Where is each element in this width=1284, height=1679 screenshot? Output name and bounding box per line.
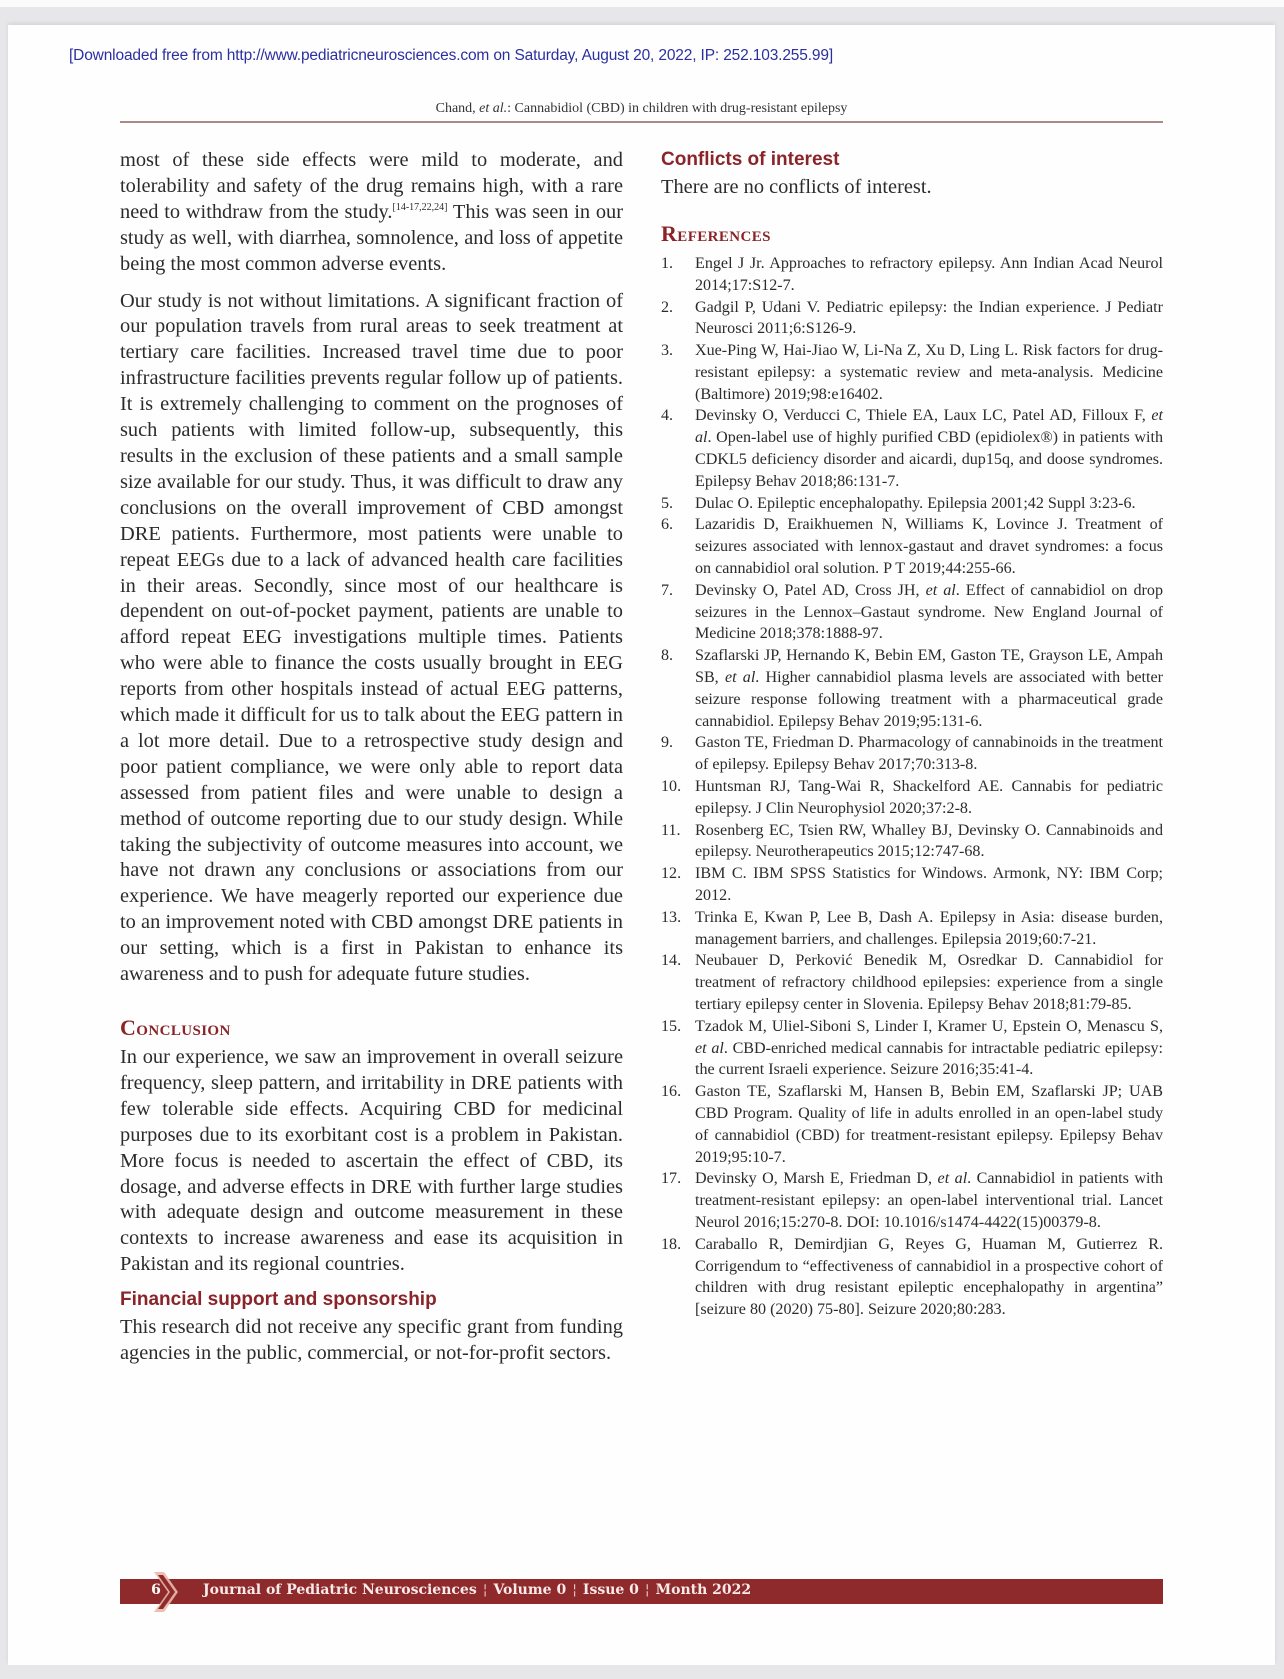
- reference-number: 7.: [661, 581, 674, 599]
- reference-item: [661, 1016, 1163, 1081]
- reference-item: [661, 645, 1163, 732]
- reference-item: [661, 1081, 1163, 1168]
- journal-footer: [203, 1582, 751, 1598]
- reference-number: 14.: [661, 952, 682, 970]
- reference-text: [695, 645, 1163, 732]
- conclusion-heading: Conclusion: [120, 1015, 231, 1040]
- reference-number: 17.: [661, 1170, 682, 1188]
- reference-etal: et al: [695, 1039, 724, 1057]
- reference-item: [661, 776, 1163, 820]
- reference-text-main: Rosenberg EC, Tsien RW, Whalley BJ, Devinsky O. Cannabinoids and epilepsy. Neurotherapeutics 2015;12:747-68.: [695, 821, 1163, 861]
- running-head-author: Chand,: [435, 101, 480, 116]
- left-column: [120, 148, 623, 1367]
- reference-text-main: Devinsky O, Patel AD, Cross JH,: [695, 581, 926, 599]
- reference-text: [695, 1168, 1163, 1233]
- footer-separator: ¦: [644, 1582, 650, 1598]
- reference-number: 12.: [661, 865, 682, 883]
- reference-item: [661, 253, 1163, 297]
- reference-number: 15.: [661, 1017, 682, 1035]
- reference-text-main: Huntsman RJ, Tang-Wai R, Shackelford AE. Cannabis for pediatric epilepsy. J Clin Neurophysiol 2020;37:2-8.: [695, 778, 1163, 817]
- conclusion-paragraph: In our experience, we saw an improvement in overall seizure frequency, sleep pattern, and irritability in DRE patients with few tolerable side effects. Acquiring CBD for medicinal purposes due to its exorbitant cost is a problem in Pakistan. More focus is needed to ascertain the effect of CBD, its dosage, and adverse effects in DRE with further large studies with adequate design and outcome measurement in these contexts to increase awareness and ease its acquisition in Pakistan and its regional countries.: [120, 1046, 623, 1276]
- journal-date: Month 2022: [655, 1582, 752, 1598]
- reference-item: [661, 1168, 1163, 1233]
- reference-text-main: Szaflarski JP, Hernando K, Bebin EM, Gaston TE, Grayson LE, Ampah SB,: [695, 647, 1163, 687]
- page-number: 6: [151, 1582, 161, 1598]
- reference-text: [695, 297, 1163, 341]
- right-column: [661, 148, 1163, 1321]
- reference-text: [695, 907, 1163, 951]
- reference-number: 8.: [661, 647, 674, 665]
- reference-text-main: Lazaridis D, Eraikhuemen N, Williams K, Lovince J. Treatment of seizures associated with lennox-gastaut and dravet syndromes: a focus on cannabidiol oral solution. P T 2019;44:255-66.: [695, 516, 1163, 578]
- reference-item: [661, 405, 1163, 492]
- reference-item: [661, 297, 1163, 341]
- reference-text: [695, 776, 1163, 820]
- journal-issue: Issue 0: [582, 1582, 639, 1598]
- reference-number: 3.: [661, 342, 674, 360]
- reference-text: [695, 732, 1163, 776]
- reference-text-rest: . Cannabidiol in patients with treatment-resistant epilepsy: an open-label interventional trial. Lancet Neurol 2016;15:270-8. DOI: 10.1016/s1474-4422(15)00379-8.: [695, 1170, 1163, 1231]
- reference-text: [695, 863, 1163, 907]
- reference-text-main: Tzadok M, Uliel-Siboni S, Linder I, Kramer U, Epstein O, Menascu S,: [695, 1017, 1163, 1035]
- reference-etal: et al: [724, 669, 756, 687]
- financial-support-paragraph: This research did not receive any specific grant from funding agencies in the public, commercial, or not-for-profit sectors.: [120, 1316, 623, 1365]
- discussion-paragraph: [120, 148, 623, 278]
- reference-text-main: Dulac O. Epileptic encephalopathy. Epilepsia 2001;42 Suppl 3:23-6.: [695, 494, 1136, 512]
- reference-number: 9.: [661, 734, 674, 752]
- reference-number: 6.: [661, 516, 674, 534]
- running-head-etal: et al.: [479, 101, 508, 116]
- reference-text: [695, 514, 1163, 579]
- reference-text-rest: . CBD-enriched medical cannabis for intractable pediatric epilepsy: the current Israeli experience. Seizure 2016;35:41-4.: [695, 1039, 1164, 1079]
- reference-number: 4.: [661, 407, 674, 425]
- reference-number: 5.: [661, 494, 674, 512]
- footer-separator: ¦: [572, 1582, 577, 1598]
- footer-separator: ¦: [482, 1582, 488, 1598]
- citation-superscript: [14-17,22,24]: [392, 201, 448, 213]
- journal-name: Journal of Pediatric Neurosciences: [203, 1582, 477, 1598]
- reference-etal: et al: [695, 407, 1163, 447]
- reference-item: [661, 1234, 1163, 1321]
- reference-text: [695, 820, 1163, 864]
- reference-item: [661, 514, 1163, 579]
- top-strip: [0, 0, 1284, 7]
- journal-volume: Volume 0: [493, 1582, 567, 1598]
- reference-etal: et al: [925, 581, 956, 599]
- reference-text-main: IBM C. IBM SPSS Statistics for Windows. Armonk, NY: IBM Corp; 2012.: [695, 865, 1163, 905]
- reference-text: [695, 1016, 1163, 1081]
- reference-item: [661, 340, 1163, 405]
- reference-item: [661, 820, 1163, 864]
- reference-item: [661, 950, 1163, 1015]
- paragraph-text: This was seen in our study as well, with diarrhea, somnolence, and loss of appetite being the most common adverse events.: [120, 200, 623, 275]
- reference-number: 1.: [661, 254, 674, 272]
- reference-etal: et al: [937, 1170, 968, 1188]
- reference-text: [695, 1081, 1163, 1168]
- reference-text-main: Devinsky O, Verducci C, Thiele EA, Laux LC, Patel AD, Filloux F,: [695, 407, 1152, 425]
- reference-item: [661, 907, 1163, 951]
- conflicts-heading: Conflicts of interest: [661, 149, 840, 170]
- reference-text-main: Gaston TE, Szaflarski M, Hansen B, Bebin EM, Szaflarski JP; UAB CBD Program. Quality of life in adults enrolled in an open-label study of cannabidiol (CBD) for treatment-resistant epilepsy. Epilepsy Behav 2019;95:10-7.: [695, 1083, 1163, 1166]
- paragraph-text: most of these side effects were mild to moderate, and tolerability and safety of the drug remains high, with a rare need to withdraw from the study.: [120, 149, 623, 223]
- reference-text: [695, 493, 1163, 515]
- reference-text-main: Gaston TE, Friedman D. Pharmacology of cannabinoids in the treatment of epilepsy. Epilepsy Behav 2017;70:313-8.: [695, 734, 1163, 774]
- reference-number: 18.: [661, 1235, 682, 1253]
- reference-text: [695, 253, 1163, 297]
- reference-number: 2.: [661, 298, 674, 316]
- reference-item: [661, 732, 1163, 776]
- reference-text: [695, 1234, 1163, 1321]
- reference-number: 11.: [661, 821, 681, 839]
- running-head: [120, 101, 1163, 117]
- reference-text: [695, 950, 1163, 1015]
- running-head-title: : Cannabidiol (CBD) in children with drug-resistant epilepsy: [507, 101, 848, 116]
- reference-text-rest: . Effect of cannabidiol on drop seizures in the Lennox–Gastaut syndrome. New England Journal of Medicine 2018;378:1888-97.: [695, 581, 1163, 643]
- reference-text-rest: . Higher cannabidiol plasma levels are associated with better seizure response following treatment with a pharmaceutical grade cannabidiol. Epilepsy Behav 2019;95:131-6.: [695, 669, 1164, 730]
- references-heading: References: [661, 220, 771, 246]
- reference-text: [695, 340, 1163, 405]
- reference-text-main: Devinsky O, Marsh E, Friedman D,: [695, 1170, 938, 1188]
- reference-text-main: Caraballo R, Demirdjian G, Reyes G, Huaman M, Gutierrez R. Corrigendum to “effectiveness of cannabidiol in a prospective cohort of children with drug resistant epileptic encephalopathy in argentina” [seizure 80 (2020) 75-80]. Seizure 2020;80:283.: [695, 1235, 1163, 1319]
- reference-text-main: Neubauer D, Perković Benedik M, Osredkar D. Cannabidiol for treatment of refractory childhood epilepsies: experience from a single tertiary epilepsy center in Slovenia. Epilepsy Behav 2018;81:79-85.: [695, 952, 1163, 1013]
- conflicts-paragraph: There are no conflicts of interest.: [661, 176, 932, 198]
- reference-number: 13.: [661, 908, 682, 926]
- reference-number: 16.: [661, 1083, 682, 1101]
- financial-support-heading: Financial support and sponsorship: [120, 1289, 437, 1311]
- header-rule: [120, 121, 1163, 123]
- reference-item: [661, 493, 1163, 515]
- reference-text-main: Engel J Jr. Approaches to refractory epilepsy. Ann Indian Acad Neurol 2014;17:S12-7.: [695, 254, 1163, 294]
- reference-text: [695, 405, 1163, 492]
- reference-item: [661, 863, 1163, 907]
- reference-item: [661, 580, 1163, 645]
- reference-list: [661, 253, 1163, 1321]
- limitations-paragraph: Our study is not without limitations. A significant fraction of our population travels from rural areas to seek treatment at tertiary care facilities. Increased travel time due to poor infrastructure facilities prevents regular follow up of patients. It is extremely challenging to comment on the prognoses of such patients with limited follow-up, subsequently, this results in the exclusion of these patients and a small sample size available for our study. Thus, it was difficult to draw any conclusions on the overall improvement of CBD amongst DRE patients. Furthermore, most patients were unable to repeat EEGs due to a lack of advanced health care facilities in their areas. Secondly, since most of our healthcare is dependent on out-of-pocket payment, patients are unable to afford repeat EEG investigations multiple times. Patients who were able to finance the costs usually brought in EEG reports from other hospitals instead of actual EEG patterns, which made it difficult for us to talk about the EEG pattern in a lot more detail. Due to a retrospective study design and poor patient compliance, we were only able to report data assessed from patient files and were unable to design a method of outcome reporting due to our study design. While taking the subjectivity of outcome measures into account, we have not drawn any conclusions or associations from our experience. We have meagerly reported our experience due to an improvement noted with CBD amongst DRE patients in our setting, which is a first in Pakistan to enhance its awareness and to push for adequate future studies.: [120, 289, 623, 986]
- download-notice: [Downloaded free from http://www.pediatricneurosciences.com on Saturday, August 20, 2022, IP: 252.103.255.99]: [69, 47, 834, 64]
- reference-text-rest: . Open-label use of highly purified CBD (epidiolex®) in patients with CDKL5 deficiency disorder and aicardi, dup15q, and doose syndromes. Epilepsy Behav 2018;86:131-7.: [695, 429, 1163, 490]
- reference-number: 10.: [661, 778, 682, 796]
- reference-text-main: Xue-Ping W, Hai-Jiao W, Li-Na Z, Xu D, Ling L. Risk factors for drug-resistant epilepsy: a systematic review and meta-analysis. Medicine (Baltimore) 2019;98:e16402.: [695, 342, 1163, 403]
- reference-text-main: Trinka E, Kwan P, Lee B, Dash A. Epilepsy in Asia: disease burden, management barriers, and challenges. Epilepsia 2019;60:7-21.: [695, 908, 1163, 948]
- reference-text-main: Gadgil P, Udani V. Pediatric epilepsy: the Indian experience. J Pediatr Neurosci 2011;6:S126-9.: [695, 298, 1163, 338]
- reference-text: [695, 580, 1163, 645]
